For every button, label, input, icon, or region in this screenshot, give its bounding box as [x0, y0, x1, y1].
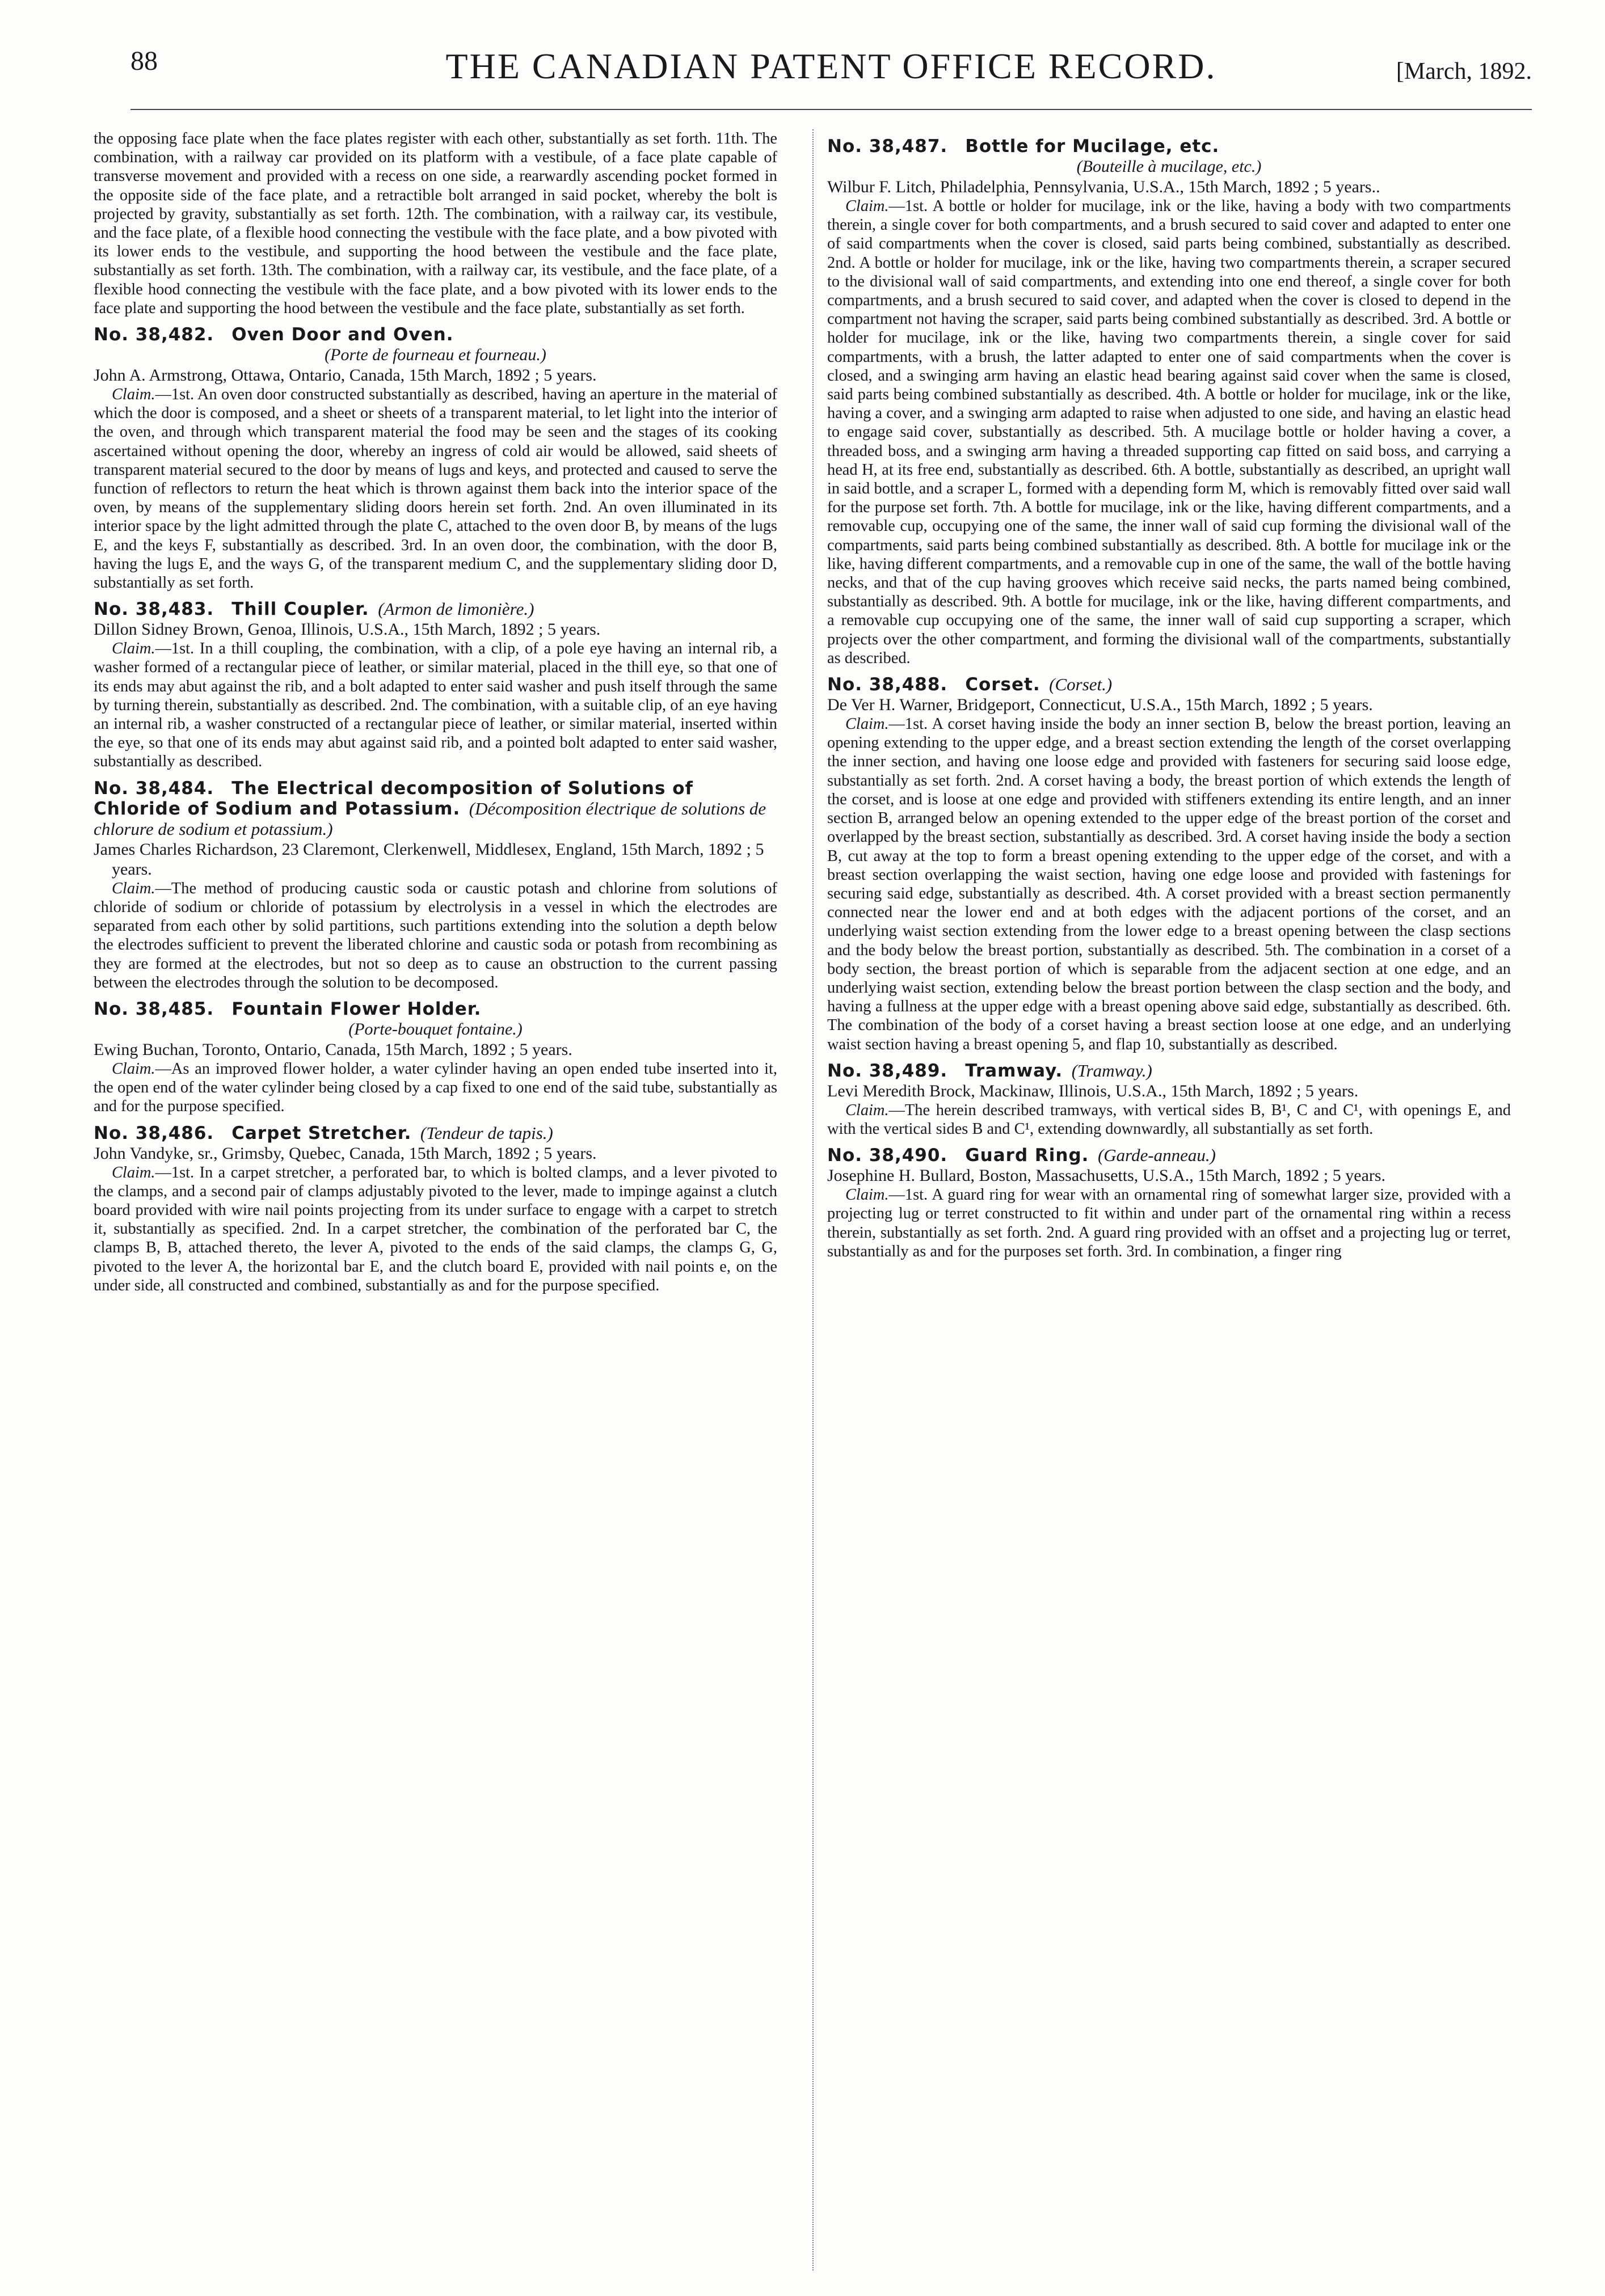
patent-title: Guard Ring.	[965, 1145, 1089, 1166]
right-entries	[827, 136, 1511, 1261]
patent-claim	[827, 1101, 1511, 1138]
patent-claim	[94, 1060, 777, 1116]
patent-inventor: John Vandyke, sr., Grimsby, Quebec, Canada, 15th March, 1892 ; 5 years.	[94, 1143, 597, 1163]
entry-heading	[94, 599, 777, 619]
entry-heading	[94, 778, 777, 839]
patent-number: No. 38,489.	[827, 1060, 948, 1081]
patent-number: No. 38,482.	[94, 324, 214, 345]
patent-title: Corset.	[965, 674, 1040, 695]
claim-text: —1st. A corset having inside the body an inner section B, below the breast portion, leaving an opening extending to the upper edge, and a breast section extending the length of the corset overlapping the inner section, and having one loose edge and provided with fasteners for securing said loose edge, substantially as set forth. 2nd. A corset having a body, the breast portion of which extends the length of the corset, and is loose at one edge and provided with stiffeners extending its entire length, and an inner section B, arranged below an opening extended to the upper edge of the breast portion of the corset and overlapped by the breast section, substantially as described. 3rd. A corset having inside the body a section B, cut away at the top to form a breast opening extending to the upper edge of the corset, and with a breast section overlapping the waist section, having one edge loose and provided with fastenings for securing said edge, substantially as described. 4th. A corset provided with a breast section permanently connected near the lower end and at both edges with the adjacent portions of the corset, and an underlying waist section extending from the lower edge to a breast opening between the clasp sections and the body below the breast portion, substantially as described. 5th. The combination in a corset of a body section, the breast portion of which is separable from the adjacent section at one edge, and an underlying waist section, extending below the breast portion between the clasp section and the body, and having a fullness at the upper edge with a breast opening above said edge, substantially as described. 6th. The combination of the body of a corset having a breast section loose at one edge, and an underlying waist section having a breast opening 5, and flap 10, substantially as described.	[827, 715, 1511, 1053]
patent-number: No. 38,487.	[827, 136, 948, 157]
patent-french-title: (Garde-anneau.)	[1097, 1145, 1216, 1166]
patent-title: Thill Coupler.	[231, 599, 369, 620]
patent-french-title: (Porte de fourneau et fourneau.)	[325, 345, 546, 365]
right-column	[827, 129, 1511, 2273]
patent-entry	[94, 999, 777, 1116]
claim-label: Claim.	[845, 1186, 889, 1204]
claim-text: —1st. In a thill coupling, the combination, with a clip, of a pole eye having an internal rib, a washer formed of a rectangular piece of leather, or similar material, placed in the thill eye, so that one of its ends may abut against the rib, and a bolt adapted to enter said washer and push itself through the same by turning therein, substantially as described. 2nd. The combination, with a suitable clip, of an eye having an internal rib, a washer constructed of a rectangular piece of leather, or similar material, inserted within the eye, so that one of its ends may abut against said rib, and a pointed bolt adapted to enter said washer, substantially as described.	[94, 640, 777, 771]
left-column	[94, 129, 777, 2273]
patent-entry	[827, 1145, 1511, 1261]
patent-entry	[827, 136, 1511, 668]
claim-label: Claim.	[845, 715, 889, 733]
patent-entry	[94, 1123, 777, 1295]
patent-inventor: John A. Armstrong, Ottawa, Ontario, Canada, 15th March, 1892 ; 5 years.	[94, 366, 597, 385]
claim-label: Claim.	[112, 386, 155, 404]
entry-heading	[94, 324, 777, 345]
patent-entry	[827, 1061, 1511, 1138]
patent-inventor: Levi Meredith Brock, Mackinaw, Illinois, U.S.A., 15th March, 1892 ; 5 years.	[827, 1081, 1359, 1100]
claim-text: —As an improved flower holder, a water cylinder having an open ended tube inserted into it, the open end of the water cylinder being closed by a cap fixed to one end of the said tube, substantially as and for the purpose specified.	[94, 1060, 777, 1116]
patent-entry	[827, 674, 1511, 1054]
entry-heading	[827, 674, 1511, 695]
claim-text: —The herein described tramways, with vertical sides B, B¹, C and C¹, with openings E, and with the vertical sides B and C¹, extending downwardly, all substantially as set forth.	[827, 1101, 1511, 1138]
claim-label: Claim.	[112, 1163, 155, 1181]
patent-title: The Electrical decomposition of Solutions of Chloride of Sodium and Potassium.	[94, 778, 693, 819]
patent-title: Oven Door and Oven.	[231, 324, 454, 345]
entry-heading	[827, 1061, 1511, 1081]
patent-entry	[94, 324, 777, 592]
patent-title: Carpet Stretcher.	[231, 1122, 412, 1143]
column-divider	[812, 129, 814, 2270]
patent-inventor: Wilbur F. Litch, Philadelphia, Pennsylvania, U.S.A., 15th March, 1892 ; 5 years..	[827, 178, 1380, 196]
claim-label: Claim.	[112, 640, 155, 658]
page-header	[130, 45, 1532, 108]
patent-claim	[94, 639, 777, 771]
patent-french-title: (Armon de limonière.)	[378, 599, 534, 619]
patent-inventor: De Ver H. Warner, Bridgeport, Connecticut, U.S.A., 15th March, 1892 ; 5 years.	[827, 695, 1373, 715]
patent-number: No. 38,488.	[827, 674, 948, 695]
patent-number: No. 38,486.	[94, 1122, 214, 1143]
patent-claim	[827, 1185, 1511, 1261]
claim-text: —1st. In a carpet stretcher, a perforated bar, to which is bolted clamps, and a lever pivoted to the clamps, and a second pair of clamps adjustably pivoted to the lever, made to impinge against a clutch board provided with wire nail points projecting from its under surface to engage with a carpet to stretch it, substantially as specified. 2nd. In a carpet stretcher, the combination of the perforated bar C, the clamps B, B, attached thereto, the lever A, pivoted to the ends of the said clamps, the clamps G, G, pivoted to the lever A, the horizontal bar E, and the clutch board E, provided with nail points e, on the under side, all constructed and combined, substantially as and for the purpose specified.	[94, 1163, 777, 1294]
entry-heading	[827, 136, 1511, 157]
patent-title: Tramway.	[965, 1060, 1063, 1081]
patent-french-title: (Porte-bouquet fontaine.)	[348, 1019, 523, 1039]
claim-text: —1st. An oven door constructed substantially as described, having an aperture in the material of which the door is composed, and a sheet or sheets of a transparent material, to let light into the interior of the oven, and through which transparent material the food may be seen and the stages of its cooking ascertained without opening the door, whereby an ingress of cold air would be allowed, said sheets of transparent material secured to the door by means of lugs and keys, and protected and caused to serve the function of reflectors to return the heat which is thrown against them back into the interior space of the oven, by means of the supplementary sliding doors herein set forth. 2nd. An oven illuminated in its interior space by the light admitted through the plate C, attached to the oven door B, by means of the lugs E, and the keys F, substantially as described. 3rd. In an oven door, the combination, with the door B, having the lugs E, and the ways G, of the transparent medium C, and the supplementary sliding door D, substantially as set forth.	[94, 386, 777, 592]
claim-text: —The method of producing caustic soda or caustic potash and chlorine from solutions of chloride of sodium or chloride of potassium by electrolysis in a vessel in which the electrodes are separated from each other by solid partitions, such partitions extending into the solution a depth below the electrodes sufficient to prevent the liberated chlorine and caustic soda or potash from recombining as they are formed at the electrodes, but not so deep as to cause an obstruction to the current passing between the electrodes through the solution to be decomposed.	[94, 879, 777, 991]
patent-claim	[94, 879, 777, 992]
patent-inventor: Josephine H. Bullard, Boston, Massachusetts, U.S.A., 15th March, 1892 ; 5 years.	[827, 1166, 1386, 1185]
claim-text: —1st. A guard ring for wear with an ornamental ring of somewhat larger size, provided with a projecting lug or terret constructed to fit within and under part of the ornamental ring within a recess therein, substantially as set forth. 2nd. A guard ring provided with an offset and a projecting lug or terret, substantially as and for the purposes set forth. 3rd. In combination, a finger ring	[827, 1186, 1511, 1260]
claim-label: Claim.	[845, 197, 889, 215]
patent-number: No. 38,490.	[827, 1145, 948, 1166]
patent-claim	[94, 385, 777, 592]
claim-label: Claim.	[845, 1101, 889, 1119]
patent-french-title: (Corset.)	[1049, 674, 1113, 695]
patent-claim	[827, 197, 1511, 668]
header-rule	[130, 109, 1532, 110]
patent-number: No. 38,484.	[94, 778, 214, 799]
patent-claim	[94, 1163, 777, 1295]
patent-title: Bottle for Mucilage, etc.	[965, 136, 1220, 157]
patent-inventor: Dillon Sidney Brown, Genoa, Illinois, U.S.A., 15th March, 1892 ; 5 years.	[94, 620, 601, 639]
patent-inventor: James Charles Richardson, 23 Claremont, Clerkenwell, Middlesex, England, 15th March, 1892 ; 5 years.	[94, 839, 764, 879]
continued-claim-text: the opposing face plate when the face plates register with each other, substantially as set forth. 11th. The combination, with a railway car provided on its platform with a vestibule, of a face plate capable of transverse movement and provided with a recess on one side, a rearwardly ascending pocket formed in the opposite side of the face plate, and a retractible bolt arranged in said pocket, whereby the bolt is projected by gravity, substantially as set forth. 12th. The combination, with a railway car, its vestibule, and the face plate, of a flexible hood connecting the vestibule with the face plate, and a bow pivoted with its lower ends to the vestibule, and supporting the hood between the vestibule and the face plate, substantially as set forth. 13th. The combination, with a railway car, its vestibule, and the face plate, of a flexible hood connecting the vestibule with the face plate, and a bow pivoted with its lower ends to the face plate and supporting the hood between the vestibule and the face plate, substantially as set forth.	[94, 130, 777, 317]
patent-french-title: (Tendeur de tapis.)	[420, 1122, 553, 1143]
patent-entry	[94, 778, 777, 992]
entry-heading	[827, 1145, 1511, 1166]
patent-number: No. 38,485.	[94, 998, 214, 1019]
patent-inventor: Ewing Buchan, Toronto, Ontario, Canada, 15th March, 1892 ; 5 years.	[94, 1040, 572, 1059]
patent-number: No. 38,483.	[94, 599, 214, 620]
patent-french-title: (Décomposition électrique de solutions de chlorure de sodium et potassium.)	[94, 798, 766, 839]
entry-heading	[94, 999, 777, 1019]
claim-text: —1st. A bottle or holder for mucilage, ink or the like, having a body with two compartments therein, a single cover for both compartments, and a brush secured to said cover and adapted to enter one of said compartments when the cover is closed, said parts being combined, substantially as described. 2nd. A bottle or holder for mucilage, ink or the like, having two compartments therein, a scraper secured to the divisional wall of said compartments, and extending into one end thereof, a single cover for both compartments, and a brush secured to said cover, and adapted when the cover is closed to depend in the compartment not having the scraper, said parts being combined substantially as described. 3rd. A bottle or holder for mucilage, ink or the like, having two compartments therein, a single cover for said compartments, with a brush, the latter adapted to enter one of said compartments when the cover is closed, and a swinging arm having an elastic head bearing against said cover when the same is closed, said parts being combined substantially as described. 4th. A bottle or holder for mucilage, ink or the like, having a cover, and a swinging arm adapted to raise when adjusted to one side, and having an elastic head to engage said cover, substantially as described. 5th. A mucilage bottle or holder having a cover, a threaded boss, and a swinging arm having a threaded supporting cap fitted on said boss, and carrying a head H, at its free end, substantially as described. 6th. A bottle, substantially as described, an upright wall in said bottle, and a scraper L, formed with a depending form M, which is removably fitted over said wall for the purpose set forth. 7th. A bottle for mucilage, ink or the like, having different compartments, and a removable cup, occupying one of the same, the inner wall of said cup forming the divisional wall of the compartments, said parts being combined substantially as described. 8th. A bottle for mucilage ink or the like, having different compartments, and a removable cup in one of the same, the wall of the bottle having necks, and that of the cup having grooves which receive said necks, the parts named being combined, substantially as described. 9th. A bottle for mucilage, ink or the like, having different compartments, and a removable cup occupying one of the same, the inner wall of said cup supporting a scraper, which projects over the other compartment, and forming the divisional wall of the compartments, substantially as described.	[827, 197, 1511, 667]
claim-label: Claim.	[112, 1060, 155, 1078]
patent-french-title: (Tramway.)	[1071, 1060, 1152, 1081]
claim-label: Claim.	[112, 879, 155, 897]
patent-claim	[827, 715, 1511, 1054]
page-number: 88	[130, 46, 158, 76]
entry-heading	[94, 1123, 777, 1143]
patent-entry	[94, 599, 777, 771]
journal-title: THE CANADIAN PATENT OFFICE RECORD.	[445, 46, 1217, 86]
patent-title: Fountain Flower Holder.	[231, 998, 482, 1019]
issue-date: [March, 1892.	[1396, 58, 1532, 85]
patent-french-title: (Bouteille à mucilage, etc.)	[1076, 157, 1262, 176]
left-entries	[94, 324, 777, 1295]
